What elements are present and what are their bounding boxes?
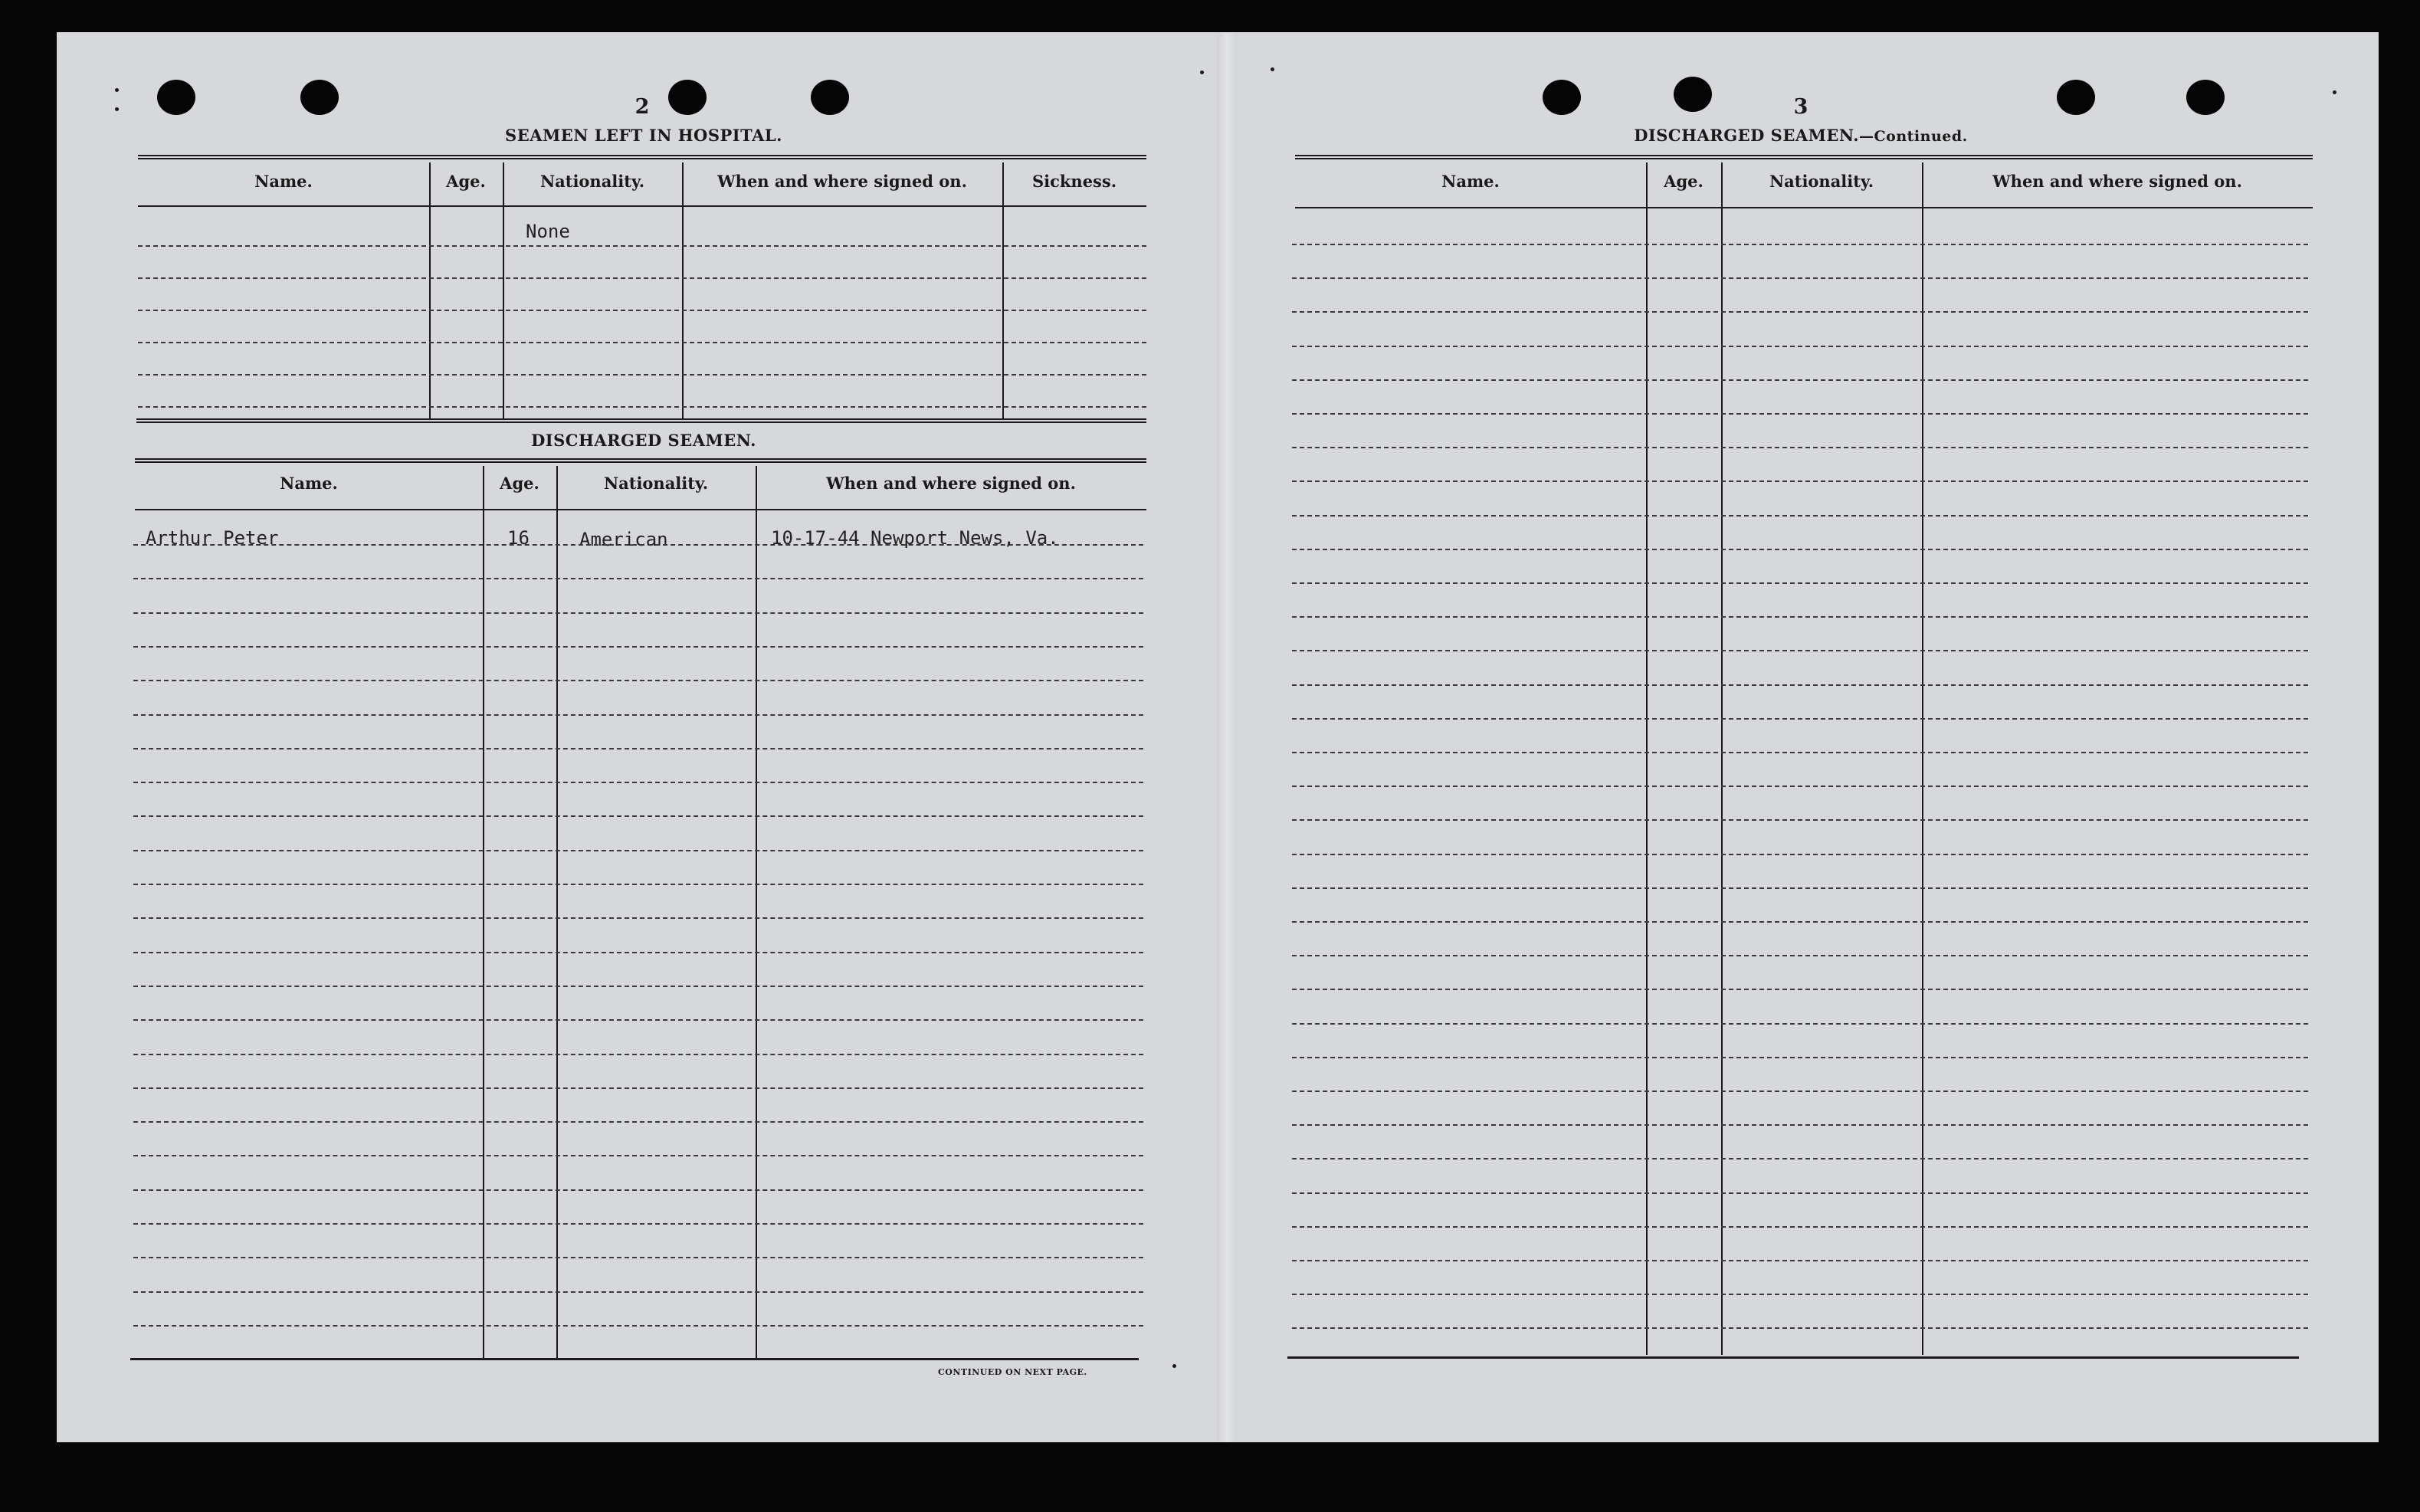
entry-line [1292, 413, 2308, 415]
entry-line [1292, 786, 2308, 787]
entry-line [133, 1019, 1143, 1021]
bottom-rule [130, 1358, 1139, 1360]
entry-line [133, 850, 1143, 851]
entry-line [1292, 515, 2308, 517]
entry-line [1292, 1327, 2308, 1329]
entry-line [1292, 1226, 2308, 1228]
title-suffix: —Continued. [1859, 128, 1968, 145]
entry-line [1292, 1091, 2308, 1092]
entry-line [138, 310, 1146, 311]
column-header-name: Name. [1441, 172, 1500, 191]
punch-hole [811, 80, 849, 115]
header-rule [135, 509, 1146, 510]
entry-line [133, 646, 1143, 648]
seaman-name: Arthur Peter [146, 527, 279, 549]
column-header-age: Age. [500, 474, 539, 493]
column-divider [483, 466, 484, 1359]
entry-line [133, 1155, 1143, 1156]
column-header-signed-on: When and where signed on. [1992, 172, 2242, 191]
entry-line [133, 952, 1143, 953]
entry-line [138, 342, 1146, 343]
column-divider [1721, 162, 1723, 1355]
entry-line [138, 277, 1146, 279]
column-divider [1002, 162, 1004, 420]
entry-line [138, 245, 1146, 247]
column-divider [1646, 162, 1648, 1355]
column-header-age: Age. [446, 172, 486, 191]
punch-hole [1674, 77, 1712, 112]
column-header-name: Name. [254, 172, 313, 191]
entry-line [133, 1223, 1143, 1225]
entry-line [1292, 277, 2308, 279]
entry-line [133, 986, 1143, 987]
dust-speck [115, 88, 119, 92]
dust-speck [1271, 67, 1274, 71]
bottom-rule [1287, 1356, 2299, 1359]
entry-line [1292, 1294, 2308, 1295]
entry-line [1292, 447, 2308, 448]
entry-line [1292, 921, 2308, 923]
entry-line [1292, 244, 2308, 245]
header-rule [138, 205, 1146, 207]
hospital-section-title: SEAMEN LEFT IN HOSPITAL. [505, 126, 782, 145]
column-divider [429, 162, 431, 420]
column-header-signed-on: When and where signed on. [717, 172, 967, 191]
entry-line [138, 406, 1146, 408]
seaman-age: 16 [507, 527, 530, 549]
entry-line [133, 1121, 1143, 1123]
page-number: 3 [1793, 95, 1808, 119]
punch-hole [668, 80, 707, 115]
dust-speck [1172, 1364, 1176, 1368]
entry-line [1292, 1057, 2308, 1058]
double-rule [138, 155, 1146, 159]
column-header-nationality: Nationality. [603, 474, 709, 493]
title-text: DISCHARGED SEAMEN. [1634, 126, 1860, 145]
entry-line [133, 748, 1143, 749]
continued-note: CONTINUED ON NEXT PAGE. [938, 1367, 1087, 1377]
column-header-signed-on: When and where signed on. [826, 474, 1076, 493]
punch-hole [2186, 80, 2225, 115]
punch-hole [2057, 80, 2095, 115]
entry-line [133, 1087, 1143, 1089]
column-divider [1922, 162, 1923, 1355]
column-header-sickness: Sickness. [1031, 172, 1117, 191]
punch-hole [300, 80, 339, 115]
entry-line [133, 1291, 1143, 1293]
entry-line [133, 782, 1143, 783]
entry-line [1292, 582, 2308, 584]
entry-line [133, 544, 1143, 546]
column-divider [756, 466, 757, 1359]
discharged-section-title: DISCHARGED SEAMEN. [531, 431, 756, 450]
column-header-name: Name. [280, 474, 338, 493]
entry-line [133, 714, 1143, 716]
discharged-continued-title [1556, 126, 2046, 145]
header-rule [1295, 207, 2313, 208]
entry-line [133, 815, 1143, 817]
punch-hole [1543, 80, 1581, 115]
punch-hole [157, 80, 195, 115]
double-rule [1295, 155, 2313, 159]
entry-line [1292, 819, 2308, 821]
entry-line [1292, 718, 2308, 720]
entry-line [1292, 1023, 2308, 1025]
entry-line [1292, 752, 2308, 753]
dust-speck [2333, 90, 2336, 94]
column-header-age: Age. [1664, 172, 1704, 191]
double-rule [135, 458, 1146, 463]
entry-line [133, 884, 1143, 885]
entry-line [1292, 650, 2308, 651]
entry-line [1292, 955, 2308, 956]
dust-speck [1200, 71, 1204, 74]
entry-line [133, 1257, 1143, 1258]
entry-line [1292, 1260, 2308, 1261]
entry-line [1292, 1192, 2308, 1194]
entry-line [1292, 379, 2308, 381]
entry-line [1292, 311, 2308, 313]
entry-line [1292, 989, 2308, 990]
double-rule [136, 418, 1146, 423]
entry-line [1292, 1124, 2308, 1126]
entry-line [1292, 887, 2308, 889]
entry-line [1292, 549, 2308, 550]
entry-line [1292, 684, 2308, 686]
page-fold [1217, 32, 1237, 1442]
entry-line [133, 680, 1143, 681]
entry-line [138, 374, 1146, 376]
dust-speck [115, 107, 119, 111]
hospital-nationality-entry: None [526, 221, 570, 242]
column-header-nationality: Nationality. [1769, 172, 1874, 191]
entry-line [1292, 346, 2308, 347]
entry-line [133, 612, 1143, 614]
entry-line [133, 1189, 1143, 1191]
entry-line [1292, 854, 2308, 855]
column-divider [503, 162, 504, 420]
entry-line [1292, 480, 2308, 482]
seaman-signed-on: 10-17-44 Newport News, Va. [771, 527, 1059, 549]
column-divider [556, 466, 558, 1359]
seaman-nationality: American [579, 529, 668, 550]
entry-line [1292, 616, 2308, 618]
column-header-nationality: Nationality. [539, 172, 645, 191]
entry-line [1292, 1158, 2308, 1159]
entry-line [133, 1054, 1143, 1055]
column-divider [682, 162, 684, 420]
entry-line [133, 917, 1143, 919]
page-number: 2 [635, 95, 650, 119]
entry-line [133, 578, 1143, 579]
entry-line [133, 1325, 1143, 1327]
